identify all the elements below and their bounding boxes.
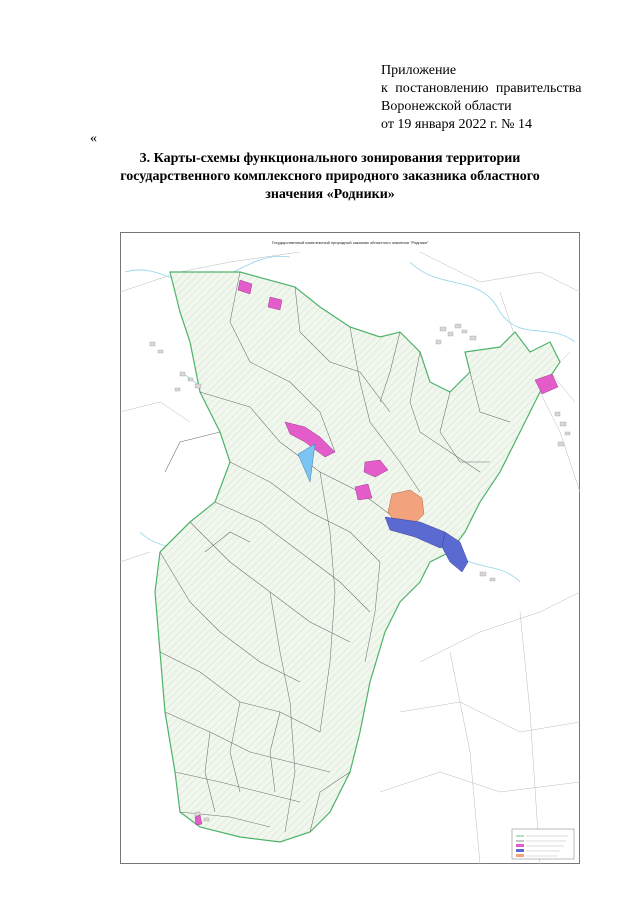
zoning-map — [120, 232, 580, 864]
map-svg — [120, 232, 580, 864]
appendix-block — [381, 62, 581, 134]
map-title: Государственный комплексный природный заказник областного значения "Родники" — [271, 240, 429, 245]
appendix-title: Приложение — [381, 63, 457, 78]
appendix-date: от 19 января 2022 г. № 14 — [381, 117, 532, 132]
appendix-resolution: к постановлению правительства — [381, 81, 582, 96]
document-heading: 3. Карты-схемы функционального зонирования территории государственного комплексного природного заказника областного значения «Родники» — [120, 151, 540, 202]
map-legend — [512, 829, 574, 859]
opening-quote: « — [90, 131, 97, 146]
appendix-region: Воронежской области — [381, 99, 512, 114]
